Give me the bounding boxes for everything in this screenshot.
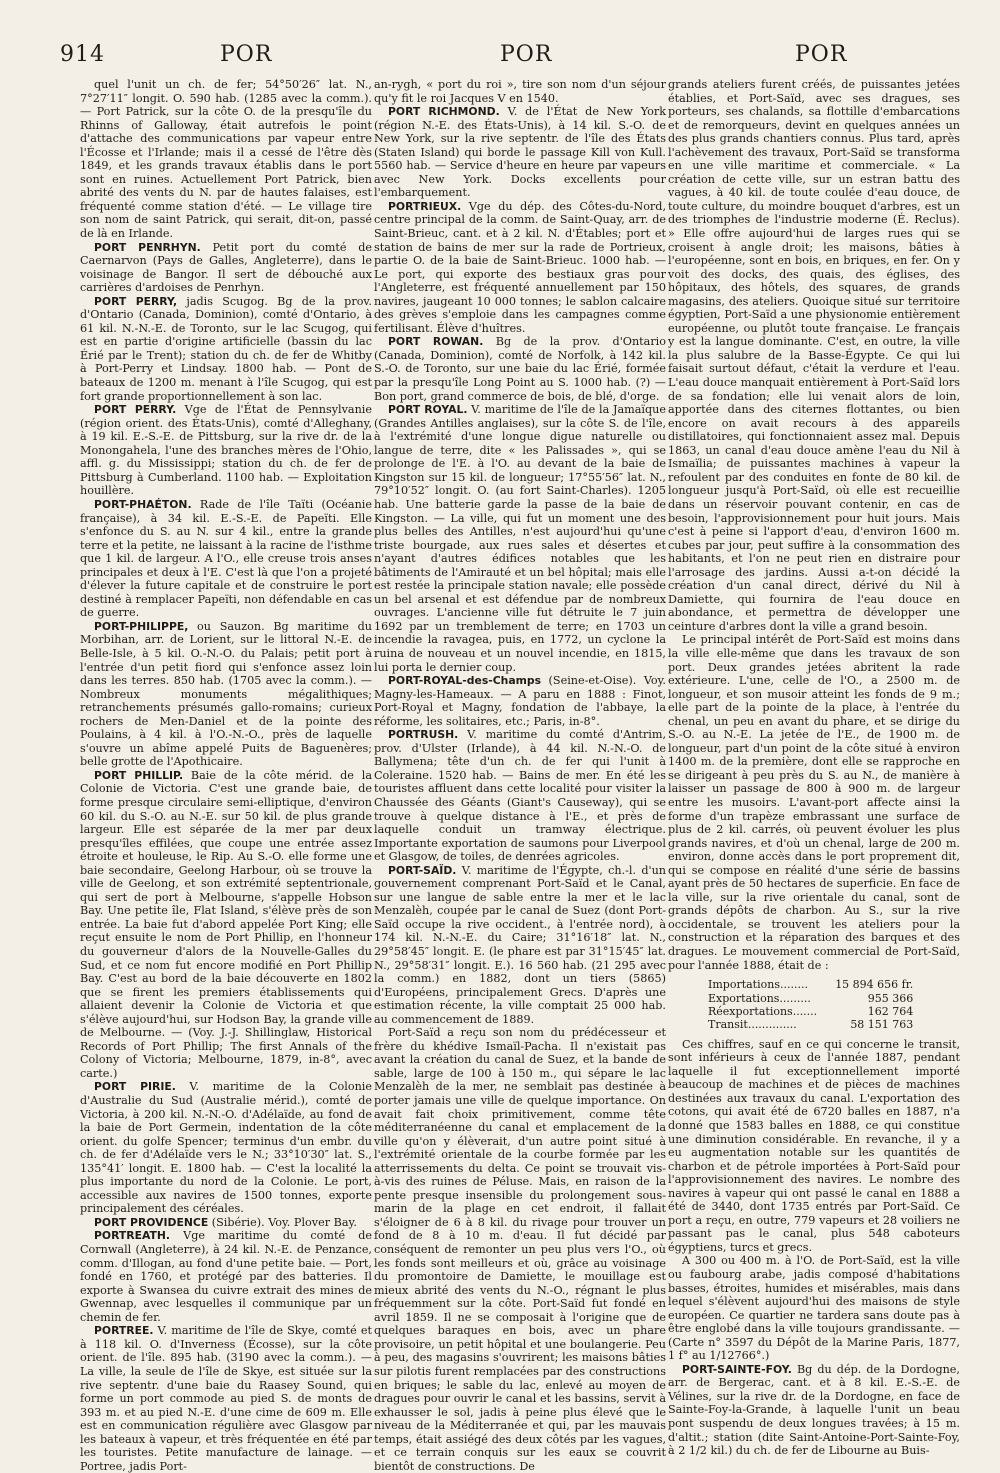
trade-label: Transit.............. <box>708 1018 797 1032</box>
entry-text: grands ateliers furent créés, de puissantes jetées établies, et Port-Saïd, avec ses dragues, ses porteurs, ses chalands, sa flottille d'embarcations et de remorqueurs, devint en quelques années un des plus grands chantiers connus. Plus tard, après l'achèvement des travaux, Port-Saïd se transforma en une ville maritime et commerciale. « La création de cette ville, sur un estran battu des vagues, à 40 kil. de toute coulée d'eau douce, de toute culture, du moindre bouquet d'arbres, est un des triomphes de l'industrie moderne (É. Reclus). » Elle offre aujourd'hui de larges rues qui se croisent à angle droit; les maisons, bâties à l'européenne, sont en bois, en briques, en fer. On y voit des docks, des quais, des églises, des hôpitaux, des hôtels, des squares, de grands magasins, des ateliers. Quoique situé sur territoire égyptien, Port-Saïd a une physionomie entièrement européenne, ou plutôt toute française. Le français y est la langue dominante. C'est, en outre, la ville la plus salubre de la Basse-Égypte. Ce qui lui faisait surtout défaut, c'était la verdure et l'eau. L'eau douce manquait entièrement à Port-Saïd lors de sa fondation; elle lui venait alors de loin, apportée dans des citernes flottantes, ou bien encore on avait recours à des appareils distillatoires, qui fonctionnaient assez mal. Depuis 1863, un canal d'eau douce amène l'eau du Nil à Ismaïlia; de puissantes machines à vapeur la refoulent par des conduites en fonte de 80 kil. de longueur jusqu'à Port-Saïd, où elle est recueillie dans un réservoir pouvant contenir, en cas de besoin, l'approvisionnement pour huit jours. Mais c'est à peine si l'apport d'eau, d'environ 1600 m. cubes par jour, peut suffire à la consommation des habitants, et l'on ne peut rien en distraire pour l'arrosage des jardins. Aussi a-t-on décidé la création d'un canal direct, dérivé du Nil à Damiette, qui fournira de l'eau douce en abondance, et permettra de développer une ceinture d'arbres dont la ville a grand besoin. <box>668 78 960 633</box>
entry-text: V. maritime de la Colonie d'Australie du Sud (Australie mérid.), comté de Victoria, à 200 kil. N.-N.-O. d'Adélaïde, au fond de la baie de Port Germein, indentation de la côte orient. du golfe Spencer; terminus d'un embr. du ch. de fer d'Adélaïde vers le N.; 33°10′30″ lat. S., 135°41′ longit. E. 1800 hab. — C'est la localité la plus importante du nord de la Colonie. Le port, accessible aux navires de 1500 tonnes, exporte principalement des céréales. <box>80 1080 372 1216</box>
entry-text: an-rygh, « port du roi », tire son nom d'un séjour qu'y fit le roi Jacques V en 1540. <box>374 78 666 105</box>
entry-headword: PORT-SAÏD. <box>388 863 457 877</box>
entry-text: V. de l'État de New York (région N.-E. des États-Unis), à 14 kil. S.-O. de New York, sur la rive septentr. de l'île des États (Staten Island) qui borde le passage Kill von Kull. 5560 hab. — Service d'heure en heure par vapeurs avec New York. Docks excellents pour l'embarquement. <box>374 105 666 200</box>
entry-headword: PORT PENRHYN. <box>94 240 201 254</box>
entry-text: Vge de l'État de Pennsylvanie (région orient. des États-Unis), comté d'Alleghany, à 19 kil. E.-S.-E. de Pittsburg, sur la rive dr. de la Monongahela, l'une des branches mères de l'Ohio, affl. g. du Mississippi; station du ch. de fer de Pittsburg à Cumberland. 1100 hab. — Exploitation houillère. <box>80 403 372 498</box>
entry-paragraph <box>374 105 666 200</box>
entry-text: (Seine-et-Oise). Voy. Magny-les-Hameaux. — A paru en 1888 : Finot, Port-Royal et Magny, fondation de l'abbaye, la réforme, les solitaires, etc.; Paris, in-8°. <box>374 674 666 728</box>
entry-text: A 300 ou 400 m. à l'O. de Port-Saïd, est la ville ou faubourg arabe, jadis composé d'habitations basses, étroites, humides et misérables, mais dans lequel s'élèvent aujourd'hui des maisons de style européen. Ce quartier ne tardera sans doute pas à être englobé dans la ville toujours grandissante. — (Carte n° 3597 du Dépôt de la Marine Paris, 1877, 1 f° au 1/12766°.) <box>668 1254 960 1363</box>
entry-paragraph <box>374 200 666 335</box>
entry-text: Baie de la côte mérid. de la Colonie de Victoria. C'est une grande baie, de forme presque circulaire semi-elliptique, d'environ 60 kil. du S.-O. au N.-E. sur 50 kil. de plus grande largeur. Elle est séparée de la mer par deux presqu'îles effilées, que coupe une entrée assez étroite et houleuse, le Rip. Au S.-O. elle forme une baie secondaire, Geelong Harbour, où se trouve la ville de Geelong, et son extrémité septentrionale, qui sert de port à Melbourne, s'appelle Hobson Bay. Une petite île, Flat Island, s'élève près de son entrée. La baie fut d'abord appelée Port King; elle reçut ensuite le nom de Port Phillip, en l'honneur du gouverneur d'alors de la Nouvelle-Galles du Sud, et ce nom fut encore modifié en Port Phillip Bay. C'est au bord de la baie découverte en 1802 que se firent les premiers établissements qui allaient devenir la Colonie de Victoria et que s'élève aujourd'hui, sur Hodson Bay, la grande ville de Melbourne. — (Voy. J.-J. Shillinglaw, Historical Records of Port Phillip; The first Annals of the Colony of Victoria; Melbourne, 1879, in-8°, avec carte.) <box>80 768 372 1080</box>
entry-headword: PORT-ROYAL-des-Champs <box>388 674 542 688</box>
entry-paragraph <box>374 1026 666 1473</box>
entry-paragraph <box>374 674 666 728</box>
entry-headword: PORT ROWAN. <box>388 335 484 349</box>
trade-value: 162 764 <box>867 1004 914 1018</box>
entry-paragraph <box>80 78 372 241</box>
entry-headword: PORT PERRY. <box>94 403 177 417</box>
running-header <box>60 42 960 72</box>
entry-text: Rade de l'île Taïti (Océanie française), à 34 kil. E.-S.-E. de Papeïti. Elle s'enfonce du S. au N. sur 4 kil., entre la grande terre et la petite, ne laissant à la racine de l'isthme que 1 kil. de largeur. A l'O., elle creuse trois anses principales et deux à l'E. C'est là que l'on a projeté d'élever la future capitale et de construire le port destiné à remplacer Papeïti, non défendable en cas de guerre. <box>80 497 372 620</box>
entry-text: Le principal intérêt de Port-Saïd est moins dans la ville elle-même que dans les travaux de son port. Deux grandes jetées abritent la rade extérieure. L'une, celle de l'O., a 2500 m. de longueur, et son musoir atteint les fonds de 9 m.; elle part de la pointe de la place, à l'entrée du chenal, un peu en avant du phare, et se dirige du S.-O. au N.-E. La jetée de l'E., de 1900 m. de longueur, part d'un point de la côte situé à environ 1400 m. de la première, dont elle se rapproche en se dirigeant à peu près du S. au N., de manière à laisser un passage de 800 à 900 m. de largeur entre les musoirs. L'avant-port affecte ainsi la forme d'un trapèze embrassant une surface de plus de 2 kil. carrés, où peuvent évoluer les plus grands navires, et d'où un chenal, large de 200 m. environ, donne accès dans le port proprement dit, qui se compose en réalité d'une série de bassins ayant près de 50 hectares de superficie. En face de la ville, sur la rive orientale du canal, sont de grands dépôts de charbon. Au S., sur la rive occidentale, se trouvent les ateliers pour la construction et la réparation des barques et des dragues. Le mouvement commercial de Port-Saïd, pour l'année 1888, était de : <box>668 633 960 972</box>
entry-paragraph <box>80 1324 372 1473</box>
entry-text: Port-Saïd a reçu son nom du prédécesseur et frère du khédive Ismaïl-Pacha. Il n'existait pas avant la création du canal de Suez, et la bande de sable, large de 100 à 150 m., qui sépare le lac Menzalèh de la mer, ne semblait pas destinée à porter jamais une ville de quelque importance. On avait fait choix primitivement, comme tête méditerranéenne du canal et emplacement de la ville qu'on y élèverait, d'un autre point situé à l'extrémité orientale de la courbe formée par les atterrissements du delta. Ce point se trouvait vis-à-vis des ruines de Péluse. Mais, en raison de la pente presque insensible du prolongement sous-marin de la plage en cet endroit, il fallait s'éloigner de 6 à 8 kil. du rivage pour trouver un fond de 8 à 10 m. d'eau. Il fut décidé par conséquent de remonter un peu plus vers l'O., où les fonds sont meilleurs et où, grâce au voisinage du promontoire de Damiette, le mouillage est mieux abrité des vents du N.-O., régnant le plus fréquemment sur la côte. Port-Saïd fut fondé en avril 1859. Il ne se composait à l'origine que de quelques baraques en bois, avec un phare provisoire, un petit hôpital et une boulangerie. Peu à peu, des magasins s'ouvrirent; les maisons bâties sur pilotis furent remplacées par des constructions en briques; le sable du lac, enlevé au moyen de dragues pour ouvrir le canal et les bassins, servit à exhausser le sol, jadis à peine plus élevé que le niveau de la Méditerranée et qui, par les mauvais temps, était assiégé des deux côtés par les vagues, et ce terrain conquis sur les eaux se couvrit bientôt de constructions. De <box>374 1026 666 1473</box>
entry-paragraph <box>374 403 666 674</box>
running-head-right: POR <box>795 42 848 67</box>
entry-text: V. maritime de l'île de la Jamaïque (Grandes Antilles anglaises), sur la côte S. de l'île, à l'extrémité d'une longue digue naturelle ou langue de terre, dite « les Palissades », qui se prolonge de l'E. à l'O. au devant de la baie de Kingston sur 15 kil. de longueur; 17°55′56″ lat. N., 79°10′52″ longit. O. (au fort Saint-Charles). 1205 hab. Une batterie garde la passe de la baie de Kingston. — La ville, qui fut un moment une des plus belles des Antilles, n'est aujourd'hui qu'une triste bourgade, aux rues sales et désertes et n'ayant d'autres édifices notables que les bâtiments de l'Amirauté et un bel hôpital; mais elle est restée la principale station navale; elle possède un bel arsenal et est défendue par de nombreux ouvrages. L'ancienne ville fut détruite le 7 juin 1692 par un tremblement de terre; en 1703 un incendie la ravagea, puis, en 1772, un cyclone la ruina de nouveau et un nouvel incendie, en 1815, lui porta le dernier coup. <box>374 403 666 674</box>
entry-paragraph <box>668 78 960 633</box>
trade-value: 58 151 763 <box>850 1018 914 1032</box>
entry-paragraph <box>374 335 666 403</box>
entry-text: V. maritime de l'île de Skye, comté et à 118 kil. O. d'Inverness (Écosse), sur la côte orient. de l'île. 895 hab. (3190 avec la comm.). — La ville, la seule de l'île de Skye, est située sur la rive septentr. d'une baie du Raasey Sound, qui forme un port commode au pied S. de monts de 393 m. et au pied N.-E. d'une cime de 609 m. Elle est en communication régulière avec Glasgow par les bateaux à vapeur, et très fréquentée en été par les touristes. Petite manufacture de lainage. — Portree, jadis Port- <box>80 1324 372 1473</box>
entry-text: V. maritime du comté d'Antrim, prov. d'Ulster (Irlande), à 44 kil. N.-N.-O. de Ballymena; tête d'un ch. de fer qui l'unit à Coleraine. 1520 hab. — Bains de mer. En été les touristes affluent dans cette localité pour visiter la Chaussée des Géants (Giant's Causeway), qui se trouve à quelque distance à l'E., et près de laquelle conduit un tramway électrique. Importante exportation de saumons pour Liverpool et Glasgow, de toiles, de denrées agricoles. <box>374 728 666 864</box>
column-middle <box>374 78 666 1473</box>
entry-headword: PORT-PHAÉTON. <box>94 497 192 511</box>
column-left <box>80 78 372 1473</box>
entry-headword: PORTREE. <box>94 1324 154 1338</box>
entry-headword: PORT-PHILIPPE, <box>94 619 189 633</box>
entry-text: Bg du dép. de la Dordogne, arr. de Bergerac, cant. et à 8 kil. E.-S.-E. de Vélines, sur la rive dr. de la Dordogne, en face de Sainte-Foy-la-Grande, à laquelle l'unit un beau pont suspendu de deux longues travées; à 15 m. d'altit.; station (dite Saint-Antoine-Port-Sainte-Foy, à 2 1/2 kil.) du ch. de fer de Libourne au Buis- <box>668 1362 960 1458</box>
entry-text: quel l'unit un ch. de fer; 54°50′26″ lat. N., 7°27′11″ longit. O. 590 hab. (1285 avec la comm.). — Port Patrick, sur la côte O. de la presqu'île du Rhinns of Galloway, était autrefois le point d'attache des communications par vapeur entre l'Écosse et l'Irlande; mais il a cessé de l'être dès 1849, et les grands travaux établis dans le port sont en ruines. Actuellement Port Patrick, bien abrité des vents du N. par de hautes falaises, est fréquenté comme station d'été. — Le village tire son nom de saint Patrick, qui serait, dit-on, passé de là en Irlande. <box>80 78 372 241</box>
entry-text: jadis Scugog. Bg de la prov. d'Ontario (Canada, Dominion), comté d'Ontario, à 61 kil. N.-N.-E. de Toronto, sur le lac Scugog, qui est en partie d'origine artificielle (bassin du lac Érié par le Trent); station du ch. de fer de Whitby à Port-Perry et Lindsay. 1800 hab. — Pont de bateaux de 1200 m. menant à l'île Scugog, qui est fort grande proportionnellement à son lac. <box>80 294 372 403</box>
entry-paragraph <box>668 1038 960 1255</box>
trade-row <box>708 1018 919 1031</box>
entry-paragraph <box>374 864 666 1027</box>
page-number: 914 <box>60 42 105 67</box>
entry-text: (Sibérie). Voy. Plover Bay. <box>208 1215 357 1229</box>
entry-paragraph <box>80 295 372 403</box>
entry-paragraph <box>374 728 666 863</box>
entry-headword: PORTRUSH. <box>388 728 459 742</box>
entry-paragraph <box>80 241 372 295</box>
entry-paragraph <box>80 1080 372 1215</box>
entry-paragraph <box>668 1363 960 1458</box>
column-right <box>668 78 960 1458</box>
entry-paragraph <box>80 1216 372 1230</box>
entry-headword: PORT PROVIDENCE <box>94 1215 209 1229</box>
entry-headword: PORT RICHMOND. <box>388 105 500 119</box>
entry-headword: PORTRIEUX. <box>388 199 462 213</box>
entry-text: Vge du dép. des Côtes-du-Nord, centre principal de la comm. de Saint-Quay, arr. de Saint-Brieuc, cant. et à 2 kil. N. d'Étables; port et station de bains de mer sur la rade de Portrieux, partie O. de la baie de Saint-Brieuc. 1000 hab. — Le port, qui exporte des bestiaux gras pour l'Angleterre, est fréquenté annuellement par 150 navires, jaugeant 10 000 tonnes; le sablon calcaire des grèves s'emploie dans les campagnes comme fertilisant. Élève d'huîtres. <box>374 199 666 335</box>
entry-text: Bg de la prov. d'Ontario (Canada, Dominion), comté de Norfolk, à 142 kil. S.-O. de Toronto, sur une baie du lac Érié, formée par la presqu'île Long Point au S. 1000 hab. (?) — Bon port, grand commerce de bois, de blé, d'orge. <box>374 335 666 403</box>
trade-label: Importations........ <box>708 978 808 992</box>
entry-paragraph <box>80 498 372 620</box>
entry-paragraph <box>668 633 960 972</box>
trade-label: Réexportations....... <box>708 1004 818 1018</box>
entry-text: Vge maritime du comté de Cornwall (Angleterre), à 24 kil. N.-E. de Penzance, comm. d'Illogan, au fond d'une petite baie. — Port, fondé en 1760, et protégé par des batteries. Il exporte à Swansea du cuivre extrait des mines de Gwennap, avec lesquelles il communique par un chemin de fer. <box>80 1229 372 1324</box>
trade-row <box>708 978 919 991</box>
trade-row <box>708 1005 919 1018</box>
entry-headword: PORT PIRIE. <box>94 1080 176 1094</box>
running-head-center: POR <box>500 42 553 67</box>
port-said-conclusion <box>668 1038 960 1458</box>
entry-text: ou Sauzon. Bg maritime du Morbihan, arr. de Lorient, sur le littoral N.-E. de Belle-Isle, à 5 kil. O.-N.-O. du Palais; petit port à l'entrée d'un petit fiord qui s'enfonce assez loin dans les terres. 850 hab. (1705 avec la comm.). — Nombreux monuments mégalithiques; retranchements présumés gallo-romains; curieux rochers de Men-Daniel et de la pointe des Poulains, à 4 kil. à l'O.-N.-O., près de laquelle s'ouvre un abîme appelé Puits de Baguenères; belle grotte de l'Apothicaire. <box>80 619 372 769</box>
trade-value: 15 894 656 fr. <box>835 978 914 992</box>
entry-headword: PORT ROYAL. <box>388 403 468 417</box>
entry-paragraph <box>80 620 372 769</box>
entry-headword: PORT PHILLIP. <box>94 768 184 782</box>
port-said-continuation <box>668 78 960 972</box>
entry-headword: PORTREATH. <box>94 1229 170 1243</box>
entry-text: Petit port du comté de Caernarvon (Pays de Galles, Angleterre), dans le voisinage de Bangor. Il sert de débouché aux carrières d'ardoises de Penrhyn. <box>80 240 372 295</box>
trade-value: 955 366 <box>867 991 914 1005</box>
running-head-left: POR <box>220 42 273 67</box>
entry-text: V. maritime de l'Égypte, ch.-l. d'un gouvernement comprenant Port-Saïd et le Canal, sur une langue de sable entre la mer et le lac Menzalèh, coupée par le canal de Suez (dont Port-Saïd occupe la rive occident., à l'entrée nord), à 174 kil. N.-N.-E. du Caire; 31°16′18″ lat. N., 29°58′45″ longit. E. (le phare est par 31°15′45″ lat. N., 29°58′31″ longit. E.). 16 560 hab. (21 295 avec la comm.) en 1882, dont un tiers (5865) d'Européens, principalement Grecs. D'après une estimation récente, la ville comptait 25 000 hab. au commencement de 1889. <box>374 863 666 1026</box>
entry-headword: PORT-SAINTE-FOY. <box>682 1362 792 1376</box>
entry-paragraph <box>80 769 372 1081</box>
entry-paragraph <box>374 78 666 105</box>
trade-label: Exportations......... <box>708 991 811 1005</box>
entry-paragraph <box>80 403 372 498</box>
entry-paragraph <box>668 1254 960 1362</box>
entry-text: Ces chiffres, sauf en ce qui concerne le transit, sont inférieurs à ceux de l'année 1887, pendant laquelle il fut exceptionnellement importé beaucoup de machines et de pièces de machines destinées aux travaux du canal. L'exportation des cotons, qui avait été de 6720 balles en 1887, n'a donné que 1583 balles en 1888, ce qui constitue une diminution considérable. En revanche, il y a eu augmentation notable sur les quantités de charbon et de pétrole importées à Port-Saïd pour l'approvisionnement des navires. Le nombre des navires à vapeur qui ont passé le canal en 1888 a été de 3440, dont 1735 entrés par Port-Saïd. Ce port a reçu, en outre, 779 vapeurs et 28 voiliers ne passant pas le canal, plus 548 caboteurs égyptiens, turcs et grecs. <box>668 1037 960 1254</box>
trade-row <box>708 992 919 1005</box>
entry-headword: PORT PERRY, <box>94 294 178 308</box>
trade-table <box>708 978 919 1032</box>
entry-paragraph <box>80 1229 372 1324</box>
